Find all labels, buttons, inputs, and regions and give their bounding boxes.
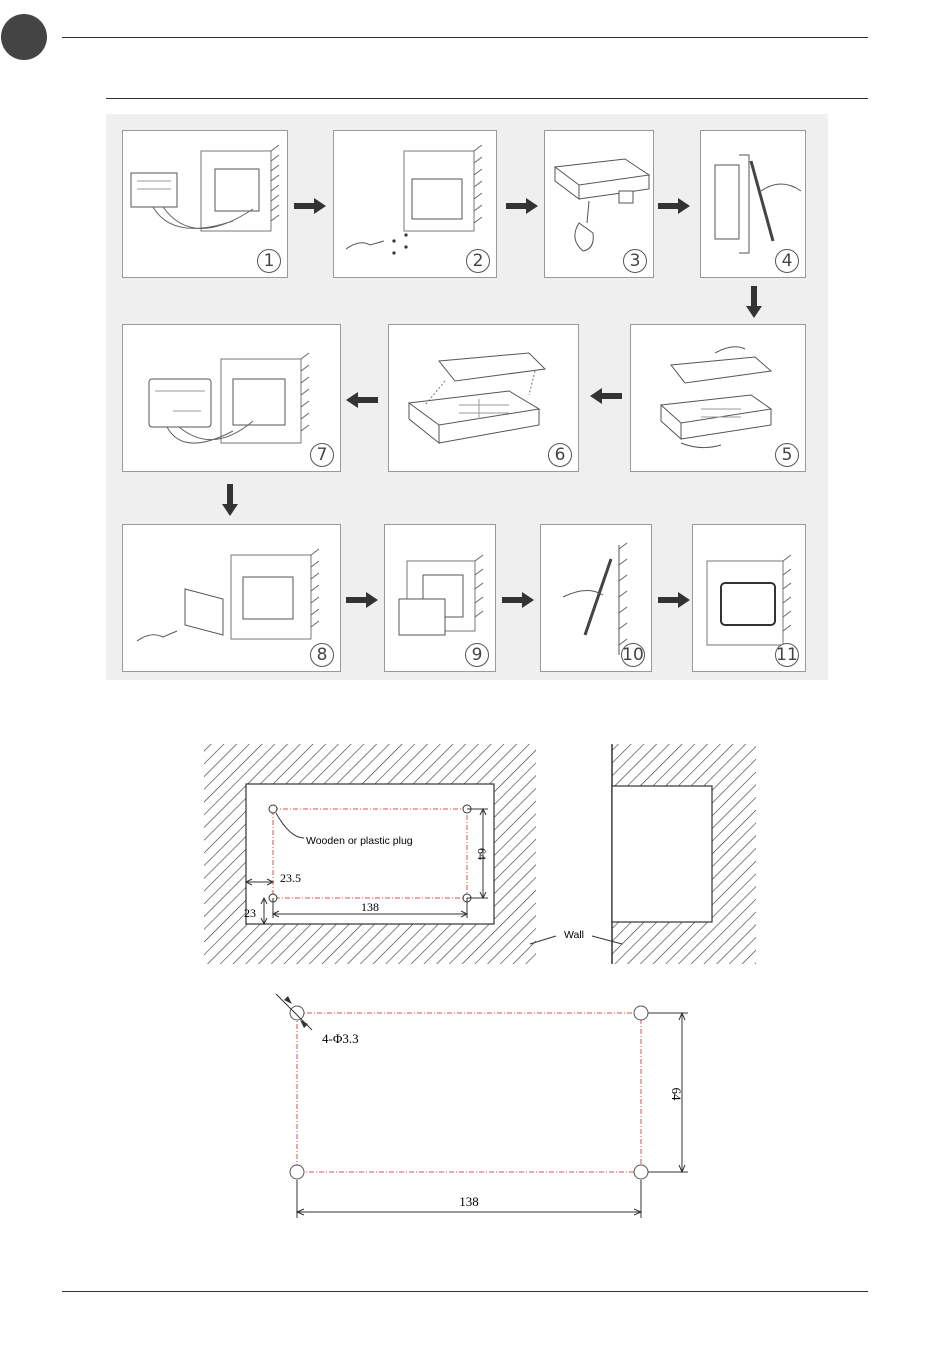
dimension-side-offset: 23.5	[280, 871, 301, 885]
step-7-illustration	[123, 325, 342, 473]
arrow-left-icon	[590, 388, 622, 404]
step-card-3	[544, 130, 654, 278]
dimension-height: 64	[475, 848, 489, 860]
arrow-left-icon	[346, 392, 378, 408]
step-card-11	[692, 524, 806, 672]
step-number: 11	[776, 645, 798, 665]
mounting-hole	[290, 1165, 304, 1179]
step-number: 10	[622, 645, 644, 665]
arrow-right-icon	[658, 198, 690, 214]
mounting-hole	[634, 1165, 648, 1179]
step-card-2	[333, 130, 497, 278]
hole-diameter-label: 4-Φ3.3	[322, 1031, 359, 1046]
wall-label: Wall	[563, 929, 585, 941]
arrow-right-icon	[502, 592, 534, 608]
installation-steps-panel	[106, 114, 828, 680]
arrow-down-icon	[222, 484, 238, 516]
step-number: 4	[775, 249, 799, 273]
step-card-10	[540, 524, 652, 672]
plug-label: Wooden or plastic plug	[306, 835, 413, 847]
wall-section-opening	[612, 786, 712, 922]
step-number: 7	[310, 443, 334, 467]
step-card-7	[122, 324, 341, 472]
step-number: 9	[465, 643, 489, 667]
arrow-right-icon	[506, 198, 538, 214]
step-number: 6	[548, 443, 572, 467]
wall-cutout-drawing	[200, 742, 760, 968]
dimension-width: 138	[459, 1194, 479, 1209]
dimension-bottom-offset: 23	[244, 906, 256, 920]
arrow-down-icon	[746, 286, 762, 318]
step-card-1	[122, 130, 288, 278]
arrow-right-icon	[346, 592, 378, 608]
section-rule	[106, 98, 868, 99]
dimension-width: 138	[361, 900, 379, 914]
step-number: 8	[310, 643, 334, 667]
dimension-height: 64	[669, 1087, 684, 1101]
step-card-4	[700, 130, 806, 278]
step-8-illustration	[123, 525, 342, 673]
footer-rule	[62, 1291, 868, 1292]
mounting-hole	[290, 1006, 304, 1020]
step-card-9	[384, 524, 496, 672]
step-number: 1	[257, 249, 281, 273]
step-number: 2	[466, 249, 490, 273]
plug-hole	[269, 805, 277, 813]
step-card-5	[630, 324, 806, 472]
mounting-hole	[634, 1006, 648, 1020]
arrow-right-icon	[294, 198, 326, 214]
page-badge	[1, 14, 47, 60]
step-number: 3	[623, 249, 647, 273]
step-card-6	[388, 324, 579, 472]
arrow-right-icon	[658, 592, 690, 608]
step-number: 5	[775, 443, 799, 467]
step-card-8	[122, 524, 341, 672]
hole-template-drawing	[266, 990, 696, 1220]
header-rule	[62, 37, 868, 38]
